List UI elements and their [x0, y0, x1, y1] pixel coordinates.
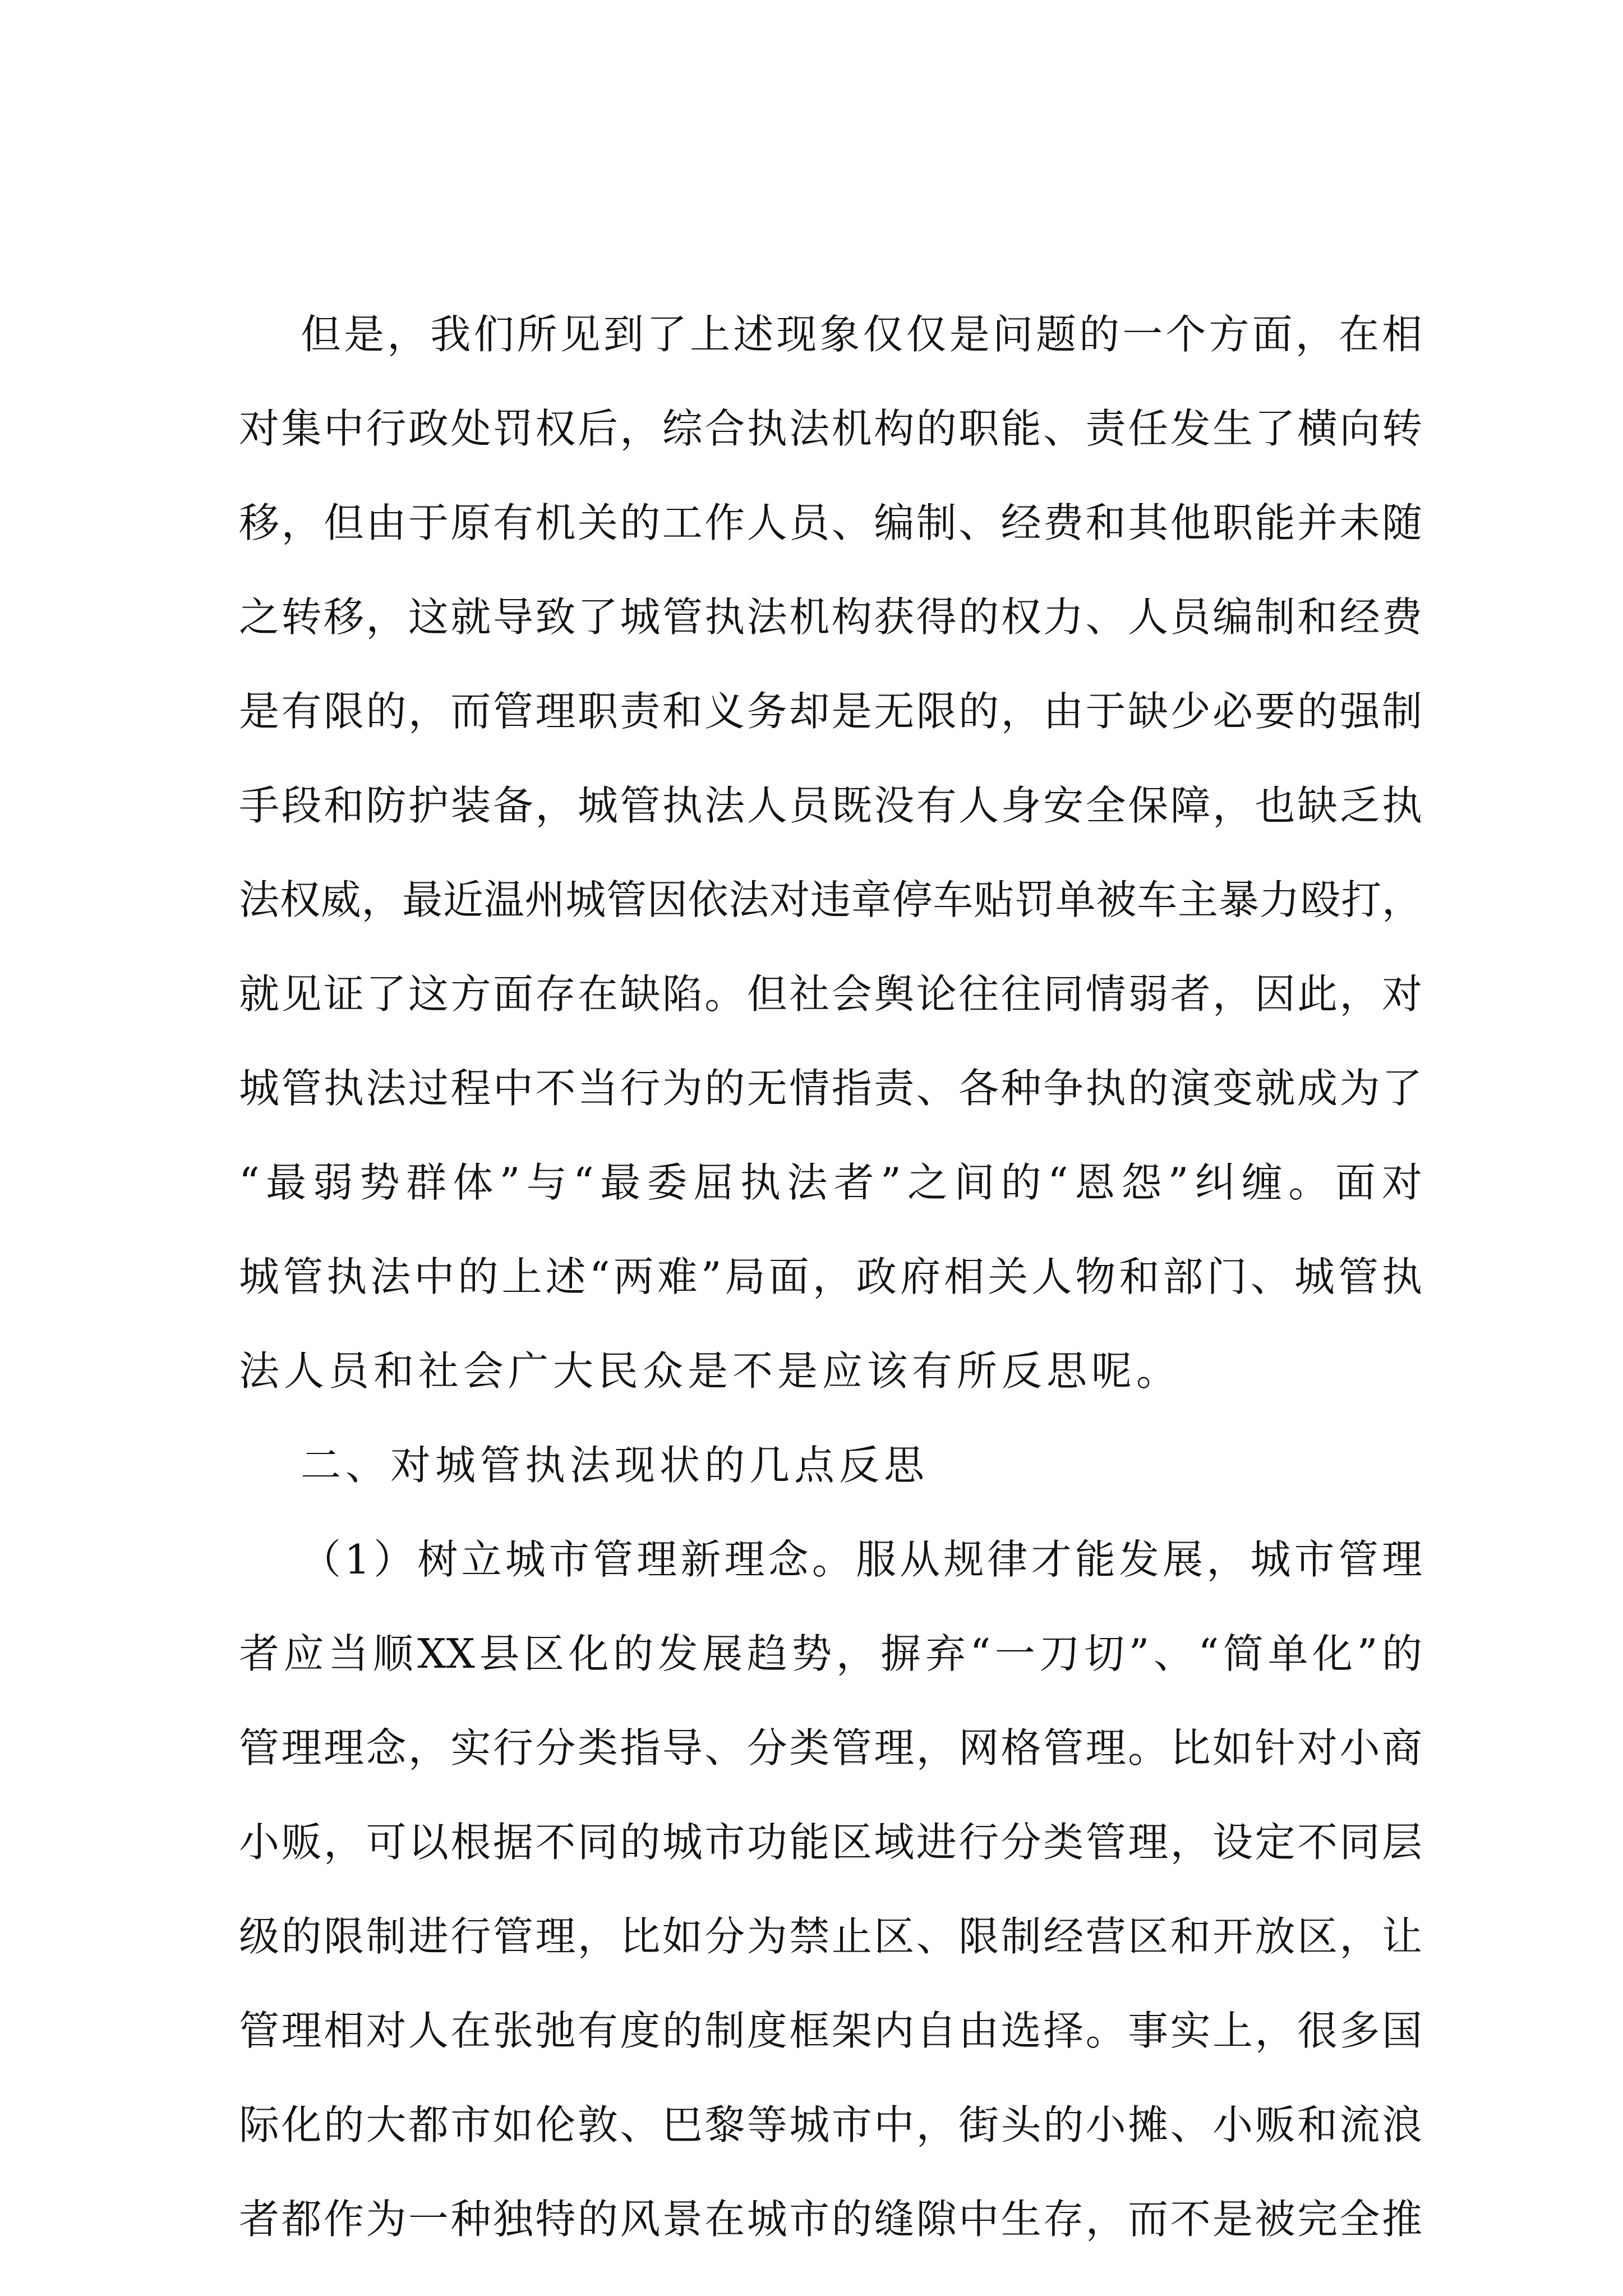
paragraph-line: 际化的大都市如伦敦、巴黎等城市中，街头的小摊、小贩和流浪	[239, 2101, 1422, 2148]
paragraph-line: 小贩，可以根据不同的城市功能区域进行分类管理，设定不同层	[239, 1819, 1422, 1866]
paragraph-line: 城管执法过程中不当行为的无情指责、各种争执的演变就成为了	[239, 1065, 1422, 1112]
paragraph-line: 手段和防护装备，城管执法人员既没有人身安全保障，也缺乏执	[239, 782, 1422, 829]
paragraph-line: 管理理念，实行分类指导、分类管理，网格管理。比如针对小商	[239, 1724, 1422, 1772]
paragraph-line: （1）树立城市管理新理念。服从规律才能发展，城市管理	[301, 1536, 1422, 1583]
paragraph-line: 但是，我们所见到了上述现象仅仅是问题的一个方面，在相	[301, 311, 1422, 358]
paragraph-line: 法权威，最近温州城管因依法对违章停车贴罚单被车主暴力殴打，	[239, 876, 1422, 923]
paragraph-line: 者应当顺XX县区化的发展趋势，摒弃“一刀切”、“简单化”的	[239, 1630, 1422, 1677]
paragraph-line: 对集中行政处罚权后，综合执法机构的职能、责任发生了横向转	[239, 405, 1422, 452]
paragraph-line: 法人员和社会广大民众是不是应该有所反思呢。	[239, 1347, 1182, 1395]
paragraph-line: 管理相对人在张弛有度的制度框架内自由选择。事实上，很多国	[239, 2007, 1422, 2054]
paragraph-line: “最弱势群体”与“最委屈执法者”之间的“恩怨”纠缠。面对	[239, 1159, 1422, 1206]
paragraph-line: 之转移，这就导致了城管执法机构获得的权力、人员编制和经费	[239, 593, 1422, 641]
paragraph-line: 是有限的，而管理职责和义务却是无限的，由于缺少必要的强制	[239, 688, 1422, 735]
paragraph-line: 移，但由于原有机关的工作人员、编制、经费和其他职能并未随	[239, 499, 1422, 546]
paragraph-line: 就见证了这方面存在缺陷。但社会舆论往往同情弱者，因此，对	[239, 970, 1422, 1018]
paragraph-line: 城管执法中的上述“两难”局面，政府相关人物和部门、城管执	[239, 1253, 1422, 1300]
section-heading: 二、对城管执法现状的几点反思	[301, 1442, 929, 1489]
paragraph-line: 级的限制进行管理，比如分为禁止区、限制经营区和开放区，让	[239, 1913, 1422, 1960]
paragraph-line: 者都作为一种独特的风景在城市的缝隙中生存，而不是被完全推	[239, 2196, 1422, 2243]
